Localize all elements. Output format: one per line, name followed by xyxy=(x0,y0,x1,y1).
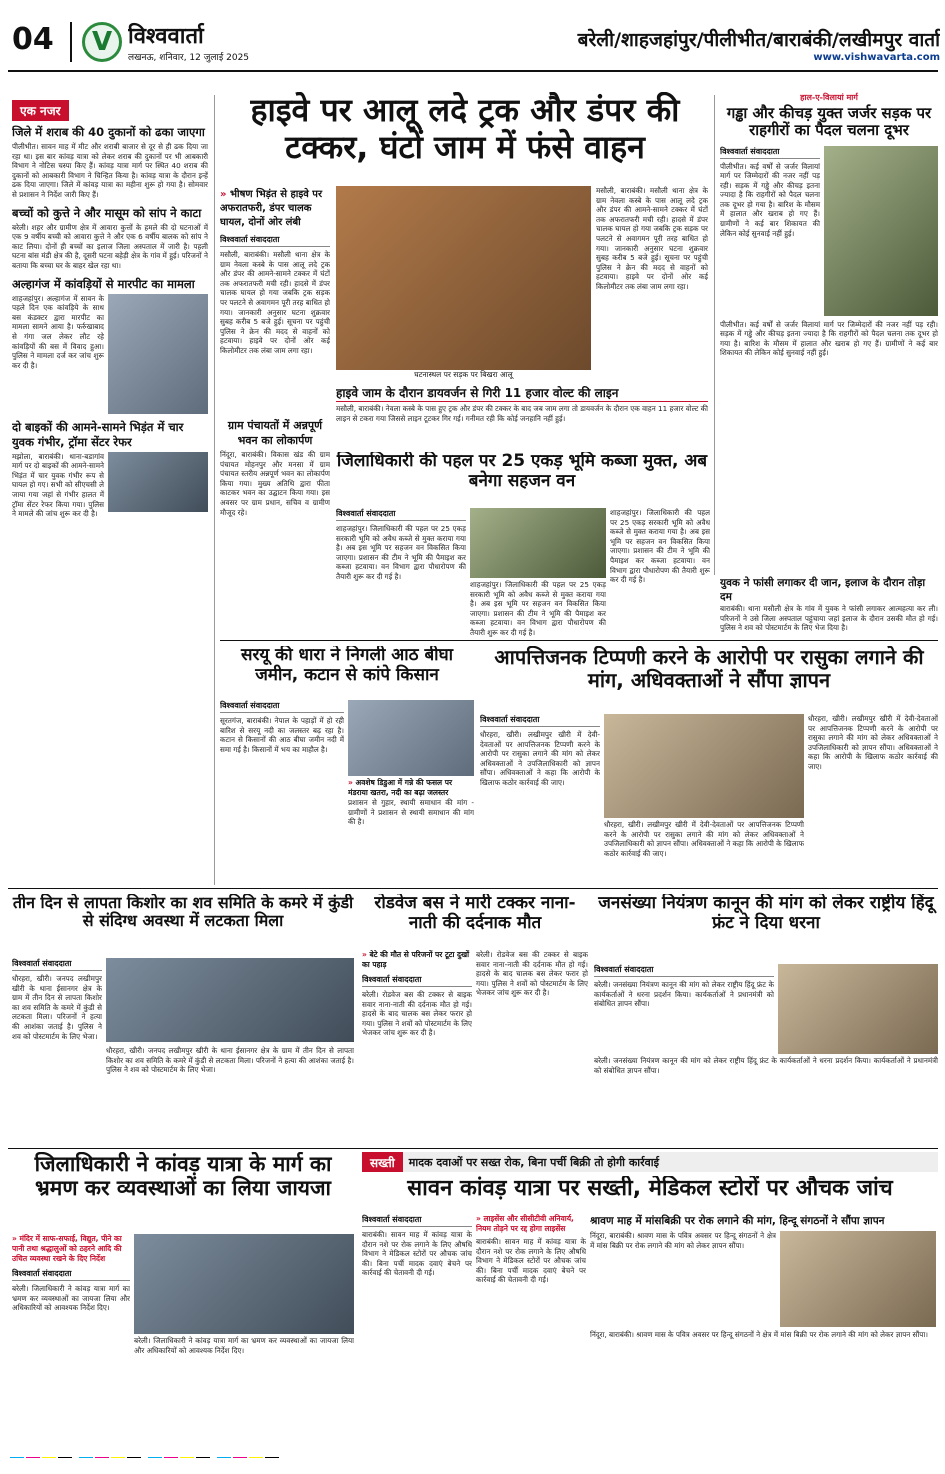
byline: विश्ववार्ता संवाददाता xyxy=(220,234,330,247)
masthead-rule xyxy=(8,70,938,72)
hindu-organization-photo xyxy=(780,1231,936,1327)
story-title: दो बाइकों की आमने-सामने भिड़ंत में चार युवक गंभीर, ट्रॉमा सेंटर रेफर xyxy=(12,419,184,449)
gram-body: निंदूरा, बाराबंकी। विकास खंड की ग्राम पंचायत मोहनपुर और मनसा में ग्राम पंचायत स्तरीय अन्नपूर्ण भवन का लोकार्पण किया गया। मुख्य अतिथि द्वारा फीता काटकर भवन का उद्घाटन किया गया। इस अवसर पर ग्राम प्रधान, सचिव व ग्रामीण मौजूद रहे। xyxy=(220,450,330,517)
nsa-body-continued: धौरहरा, खीरी। लखीमपुर खीरी में देवी-देवताओं पर आपत्तिजनक टिप्पणी करने के आरोपी पर रासुका लगाने की मांग को लेकर अधिवक्ताओं ने उपजिलाधिकारी को ज्ञापन सौंपा। अधिवक्ताओं ने कहा कि आरोपी के खिलाफ कठोर कार्रवाई की जाए। xyxy=(604,820,804,858)
dm-body-continued: शाहजहांपुर। जिलाधिकारी की पहल पर 25 एकड़ सरकारी भूमि को अवैध कब्जे से मुक्त कराया गया है। अब इस भूमि पर सहजन वन विकसित किया जाएगा। प्रशासन की टीम ने भूमि की पैमाइश कर कब्जा हटवाया। वन विभाग द्वारा पौधारोपण की तैयारी शुरू कर दी गई है। xyxy=(610,508,710,585)
section-rule xyxy=(8,1148,938,1149)
side-body-continued: पीलीभीत। कई वर्षों से जर्जर विलायां मार्ग पर जिम्मेदारों की नजर नहीं पड़ रही। सड़क में गड्ढे और कीचड़ इतना ज्यादा है कि राहगीरों को पैदल चलना तक दूभर हो गया है। बारिश के मौसम में हालात और खराब हो गए हैं। ग्रामीणों ने कई बार शिकायत की लेकिन कोई सुनवाई नहीं हुई। xyxy=(720,319,938,358)
janasankhya-headline: जनसंख्या नियंत्रण कानून की मांग को लेकर राष्ट्रीय हिंदू फ्रंट ने दिया धरना xyxy=(598,894,934,933)
police-crowd-photo xyxy=(106,958,354,1042)
dm-body-continued: शाहजहांपुर। जिलाधिकारी की पहल पर 25 एकड़ सरकारी भूमि को अवैध कब्जे से मुक्त कराया गया है। अब इस भूमि पर सहजन वन विकसित किया जाएगा। प्रशासन की टीम ने भूमि की पैमाइश कर कब्जा हटवाया। वन विभाग द्वारा पौधारोपण की तैयारी शुरू कर दी गई है। xyxy=(470,580,606,637)
kishor-body-continued: धौरहरा, खीरी। जनपद लखीमपुर खीरी के थाना ईसानगर क्षेत्र के ग्राम में तीन दिन से लापता किशोर का शव समिति के कमरे में कुंडी से लटकता मिला। परिजनों ने हत्या की आशंका जताई है। पुलिस ने शव को पोस्टमार्टम के लिए भेजा। xyxy=(106,1046,354,1075)
page-number: 04 xyxy=(12,22,54,57)
saryu-headline: सरयू की धारा ने निगली आठ बीघा जमीन, कटान से कांपे किसान xyxy=(240,646,454,685)
lawyers-memorandum-photo xyxy=(604,714,804,818)
muddy-road-photo xyxy=(824,146,938,316)
plantation-photo xyxy=(470,508,606,578)
side-body: पीलीभीत। कई वर्षों से जर्जर विलायां मार्ग पर जिम्मेदारों की नजर नहीं पड़ रही। सड़क में गड्ढे और कीचड़ इतना ज्यादा है कि राहगीरों को पैदल चलना तक दूभर हो गया है। बारिश के मौसम में हालात और खराब हो गए हैं। ग्रामीणों ने कई बार शिकायत की लेकिन कोई सुनवाई नहीं हुई। xyxy=(720,161,820,238)
kanwar-photo xyxy=(108,294,208,414)
story-title: युवक ने फांसी लगाकर दी जान, इलाज के दौरान तोड़ा दम xyxy=(720,577,926,603)
paper-name: विश्ववार्ता xyxy=(128,24,204,49)
story-body: बाराबंकी। थाना मसौली क्षेत्र के गांव में युवक ने फांसी लगाकर आत्महत्या कर ली। परिजनों ने उसे जिला अस्पताल पहुंचाया जहां इलाज के दौरान उसकी मौत हो गई। पुलिस ने शव को पोस्टमार्टम के लिए भेज दिया है। xyxy=(720,604,938,633)
side-headline: गड्ढा और कीचड़ युक्त जर्जर सड़क पर राहगीरों का पैदल चलना दूभर xyxy=(726,104,932,140)
print-color-bar xyxy=(10,1448,935,1458)
byline: विश्ववार्ता संवाददाता xyxy=(220,700,344,713)
sakhti-strip xyxy=(362,1152,938,1172)
roadways-deck: » बेटे की मौत से परिजनों पर टूटा दुखों का पहाड़ xyxy=(362,950,470,969)
roadways-headline: रोडवेज बस ने मारी टक्कर नाना-नाती की दर्दनाक मौत xyxy=(374,894,576,933)
story-title: जिले में शराब की 40 दुकानों को ढका जाएगा xyxy=(12,125,205,139)
sakhti-sub-body-continued: निंदूरा, बाराबंकी। श्रावण मास के पवित्र अवसर पर हिन्दू संगठनों ने क्षेत्र में मांस बिक्री पर रोक लगाने की मांग को लेकर ज्ञापन सौंपा। xyxy=(590,1330,928,1339)
sakhti-body-continued: बाराबंकी। सावन माह में कांवड़ यात्रा के दौरान नशे पर रोक लगाने के लिए औषधि विभाग ने मेडिकल स्टोरों पर औचक जांच की। बिना पर्ची मादक दवाएं बेचने पर कार्रवाई की चेतावनी दी गई। xyxy=(476,1237,586,1285)
kanwar-dm-deck: » मंदिर में साफ-सफाई, विद्युत, पीने का पानी तथा श्रद्धालुओं को ठहरने आदि की उचित व्यवस्था रखने के दिए निर्देश xyxy=(12,1234,122,1263)
sakhti-kicker: सख्ती xyxy=(362,1152,403,1172)
gram-headline: ग्राम पंचायतों में अन्नपूर्ण भवन का लोकार्पण xyxy=(227,419,323,447)
lead-headline: हाइवे पर आलू लदे ट्रक और डंपर की टक्कर, घंटों जाम में फंसे वाहन xyxy=(250,92,680,166)
story-body: बरेली। शहर और ग्रामीण क्षेत्र में आवारा कुत्तों के हमले की दो घटनाओं में एक 9 वर्षीय बच्ची को आवारा कुत्ते ने और एक 6 वर्षीय बालक को सांप ने काट लिया। दोनों ही बच्चों का इलाज जिला अस्पताल में जारी है। पहली घटना बांस मंडी क्षेत्र की है, दूसरी घटना बहेड़ी क्षेत्र के गांव में हुई। परिजनों ने बताया कि बच्चा घर के बाहर खेल रहा था। xyxy=(12,222,208,270)
kanwar-dm-body-continued: बरेली। जिलाधिकारी ने कांवड़ यात्रा मार्ग का भ्रमण कर व्यवस्थाओं का जायजा लिया और अधिकारियों को आवश्यक निर्देश दिए। xyxy=(134,1336,354,1355)
byline: विश्ववार्ता संवाददाता xyxy=(362,1214,472,1227)
story-body: मझोला, बाराबंकी। थाना-बडागांव मार्ग पर दो बाइकों की आमने-सामने भिड़ंत में चार युवक गंभीर रूप से घायल हो गए। सभी को सीएचसी ले जाया गया जहां से गंभीर हालत में ट्रॉमा सेंटर रेफर किया गया। पुलिस ने मामले की जांच शुरू कर दी है। xyxy=(12,451,104,519)
sub-headline: हाइवे जाम के दौरान डायवर्जन से गिरी 11 हजार वोल्ट की लाइन xyxy=(336,384,708,402)
section-rule xyxy=(220,640,938,641)
kanwar-dm-deck-text: मंदिर में साफ-सफाई, विद्युत, पीने का पानी तथा श्रद्धालुओं को ठहरने आदि की उचित व्यवस्था रखने के दिए निर्देश xyxy=(12,1234,122,1263)
roadways-deck-text: बेटे की मौत से परिजनों पर टूटा दुखों का पहाड़ xyxy=(362,950,470,969)
sakhti-body: बाराबंकी। सावन माह में कांवड़ यात्रा के दौरान नशे पर रोक लगाने के लिए औषधि विभाग ने मेडिकल स्टोरों पर औचक जांच की। बिना पर्ची मादक दवाएं बेचने पर कार्रवाई की चेतावनी दी गई। xyxy=(362,1230,472,1278)
roadways-body-continued: बरेली। रोडवेज बस की टक्कर से बाइक सवार नाना-नाती की दर्दनाक मौत हो गई। हादसे के बाद चालक बस लेकर फरार हो गया। पुलिस ने शवों को पोस्टमार्टम के लिए भेजकर जांच शुरू कर दी है। xyxy=(476,950,588,998)
byline: विश्ववार्ता संवाददाता xyxy=(480,714,600,727)
dm-body: शाहजहांपुर। जिलाधिकारी की पहल पर 25 एकड़ सरकारी भूमि को अवैध कब्जे से मुक्त कराया गया है। अब इस भूमि पर सहजन वन विकसित किया जाएगा। प्रशासन की टीम ने भूमि की पैमाइश कर कब्जा हटवाया। वन विभाग द्वारा पौधारोपण की तैयारी शुरू कर दी गई है। xyxy=(336,524,466,581)
photo-caption: घटनास्थल पर सड़क पर बिखरा आलू xyxy=(414,370,513,379)
sakhti-sub-body: निंदूरा, बाराबंकी। श्रावण मास के पवित्र अवसर पर हिन्दू संगठनों ने क्षेत्र में मांस बिक्री पर रोक लगाने की मांग को लेकर ज्ञापन सौंपा। xyxy=(590,1231,776,1250)
photo-caption-text: अवशेष डिडुआ में गन्ने की फसल पर मंडराया खतरा, नदी का बढ़ा जलस्तर xyxy=(348,778,453,797)
dm-inspection-photo xyxy=(134,1234,354,1334)
story-body: पीलीभीत। सावन माह में मीट और शराबी बाजार से दूर से ही ढक दिया जा रहा था। इस बार कांवड़ यात्रा को लेकर शराब की दुकानों पर भी आबकारी विभाग ने नोटिस चस्पा किए हैं। कांवड़ यात्रा मार्ग पर स्थित 40 शराब की दुकानों को आबकारी विभाग ने चिन्हित किया है। कांवड़ यात्रा के दौरान इन्हें ढक दिया जाएगा। जिले में कांवड़ यात्रा का महीना शुरू हो गया है। सोमवार से प्रशासन ने निर्देश जारी किए हैं। xyxy=(12,142,208,199)
roadways-body: बरेली। रोडवेज बस की टक्कर से बाइक सवार नाना-नाती की दर्दनाक मौत हो गई। हादसे के बाद चालक बस लेकर फरार हो गया। पुलिस ने शवों को पोस्टमार्टम के लिए भेजकर जांच शुरू कर दी है। xyxy=(362,990,472,1038)
janasankhya-body-continued: बरेली। जनसंख्या नियंत्रण कानून की मांग को लेकर राष्ट्रीय हिंदू फ्रंट के कार्यकर्ताओं ने धरना प्रदर्शन किया। कार्यकर्ताओं ने प्रधानमंत्री को संबोधित ज्ञापन सौंपा। xyxy=(594,1056,938,1075)
kanwar-dm-headline: जिलाधिकारी ने कांवड़ यात्रा के मार्ग का भ्रमण कर व्यवस्थाओं का लिया जायजा xyxy=(34,1152,332,1201)
masthead-divider xyxy=(70,22,72,62)
sakhti-tagline: मादक दवाओं पर सख्त रोक, बिना पर्ची बिक्री तो होगी कार्रवाई xyxy=(408,1155,660,1169)
brand-logo-icon xyxy=(82,22,122,62)
story-title: बच्चों को कुत्ते ने और मासूम को सांप ने काटा xyxy=(12,205,202,220)
sakhti-deck-text: लाइसेंस और सीसीटीवी अनिवार्य, नियम तोड़ने पर रद्द होगा लाइसेंस xyxy=(476,1214,574,1233)
byline: विश्ववार्ता संवाददाता xyxy=(362,974,472,987)
janasankhya-body: बरेली। जनसंख्या नियंत्रण कानून की मांग को लेकर राष्ट्रीय हिंदू फ्रंट के कार्यकर्ताओं ने धरना प्रदर्शन किया। कार्यकर्ताओं ने प्रधानमंत्री को संबोधित ज्ञापन सौंपा। xyxy=(594,980,774,1009)
lead-body-continued: मसौली, बाराबंकी। मसौली थाना क्षेत्र के ग्राम नेवला कस्बे के पास आलू लदे ट्रक और डंपर की आमने-सामने टक्कर में घंटों तक अफरातफरी मची रही। हादसे में डंपर चालक घायल हो गया जबकि ट्रक सड़क पर पलटने से अवागमन पूरी तरह बाधित हो गया। जानकारी अनुसार घटना शुक्रवार सुबह करीब 5 बजे हुई। सूचना पर पहुंची पुलिस ने क्रेन की मदद से वाहनों को हटवाया। हाइवे पर दोनों ओर कई किलोमीटर तक लंबा जाम लगा रहा। xyxy=(596,186,708,291)
nsa-body: धौरहरा, खीरी। लखीमपुर खीरी में देवी-देवताओं पर आपत्तिजनक टिप्पणी करने के आरोपी पर रासुका लगाने की मांग को लेकर अधिवक्ताओं ने उपजिलाधिकारी को ज्ञापन सौंपा। अधिवक्ताओं ने कहा कि आरोपी के खिलाफ कठोर कार्रवाई की जाए। xyxy=(480,730,600,787)
kishor-body: धौरहरा, खीरी। जनपद लखीमपुर खीरी के थाना ईसानगर क्षेत्र के ग्राम में तीन दिन से लापता किशोर का शव समिति के कमरे में कुंडी से लटकता मिला। परिजनों ने हत्या की आशंका जताई है। पुलिस ने शव को पोस्टमार्टम के लिए भेजा। xyxy=(12,974,102,1041)
nsa-headline: आपत्तिजनक टिप्पणी करने के आरोपी पर रासुका लगाने की मांग, अधिवक्ताओं ने सौंपा ज्ञापन xyxy=(494,646,924,692)
website-link[interactable]: www.vishwavarta.com xyxy=(813,52,940,63)
kanwar-dm-body: बरेली। जिलाधिकारी ने कांवड़ यात्रा मार्ग का भ्रमण कर व्यवस्थाओं का जायजा लिया और अधिकारियों को आवश्यक निर्देश दिए। xyxy=(12,1284,130,1313)
saryu-body: सूरतगंज, बाराबंकी। नेपाल के पहाड़ों में हो रही बारिश से सरयू नदी का जलस्तर बढ़ रहा है। कटान से किसानों की आठ बीघा जमीन नदी में समा गई है। किसानों में भय का माहौल है। xyxy=(220,716,344,754)
sakhti-deck: » लाइसेंस और सीसीटीवी अनिवार्य, नियम तोड़ने पर रद्द होगा लाइसेंस xyxy=(476,1214,574,1233)
dateline: लखनऊ, शनिवार, 12 जुलाई 2025 xyxy=(128,53,250,63)
sakhti-sub-headline: श्रावण माह में मांसबिक्री पर रोक लगाने की मांग, हिन्दू संगठनों ने सौंपा ज्ञापन xyxy=(590,1215,885,1227)
byline: विश्ववार्ता संवाददाता xyxy=(720,146,820,159)
photo-caption: » अवशेष डिडुआ में गन्ने की फसल पर मंडराया खतरा, नदी का बढ़ा जलस्तर xyxy=(348,778,453,797)
byline: विश्ववार्ता संवाददाता xyxy=(12,1268,130,1281)
nsa-body-continued: धौरहरा, खीरी। लखीमपुर खीरी में देवी-देवताओं पर आपत्तिजनक टिप्पणी करने के आरोपी पर रासुका लगाने की मांग को लेकर अधिवक्ताओं ने उपजिलाधिकारी को ज्ञापन सौंपा। अधिवक्ताओं ने कहा कि आरोपी के खिलाफ कठोर कार्रवाई की जाए। xyxy=(808,714,938,771)
side-kicker: हाल-ए-विलायां मार्ग xyxy=(800,93,858,102)
story-title: अल्हागंज में कांवड़ियों से मारपीट का मामला xyxy=(12,276,195,291)
ek-nazar-kicker: एक नजर xyxy=(12,100,69,121)
saryu-sub-body: प्रशासन से गुहार, स्थायी समाधान की मांग - ग्रामीणों ने प्रशासन से स्थायी समाधान की मांग की है। xyxy=(348,798,474,827)
bike-accident-photo xyxy=(108,452,208,512)
protest-photo xyxy=(778,964,938,1054)
column-rule xyxy=(214,95,215,885)
river-photo xyxy=(348,700,474,776)
byline: विश्ववार्ता संवाददाता xyxy=(12,958,102,971)
byline: विश्ववार्ता संवाददाता xyxy=(594,964,774,977)
dm-headline: जिलाधिकारी की पहल पर 25 एकड़ भूमि कब्जा मुक्त, अब बनेगा सहजन वन xyxy=(336,452,708,491)
kishor-headline: तीन दिन से लापता किशोर का शव समिति के कमरे में कुंडी से संदिग्ध अवस्था में लटकता मिला xyxy=(12,894,354,931)
edition-title: बरेली/शाहजहांपुर/पीलीभीत/बाराबंकी/लखीमपुर वार्ता xyxy=(577,29,940,51)
logo-letter: V xyxy=(91,27,113,57)
story-body: शाहजहांपुर। अल्हागंज में सावन के पहले दिन एक कांवड़िये के साथ बस कंडक्टर द्वारा मारपीट का मामला सामने आया है। फर्रुखाबाद से गंगा जल लेकर लौट रहे कांवड़ियों की बस में विवाद हुआ। पुलिस ने मामला दर्ज कर जांच शुरू कर दी है। xyxy=(12,293,104,370)
potato-truck-photo xyxy=(336,186,591,370)
byline: विश्ववार्ता संवाददाता xyxy=(336,508,466,521)
sub-body: मसौली, बाराबंकी। नेवला कस्बे के पास हुए ट्रक और डंपर की टक्कर के बाद जब जाम लगा तो डायवर्जन के दौरान एक वाहन 11 हजार वोल्ट की लाइन से टकरा गया जिससे लाइन टूटकर गिर गई। गनीमत रही कि कोई जनहानि नहीं हुई। xyxy=(336,404,708,423)
lead-deck: » भीषण भिड़ंत से हाइवे पर अफरातफरी, डंपर चालक घायल, दोनों ओर लंबी xyxy=(220,189,323,228)
lead-deck-text: भीषण भिड़ंत से हाइवे पर अफरातफरी, डंपर चालक घायल, दोनों ओर लंबी xyxy=(220,189,323,228)
column-rule xyxy=(714,95,715,575)
sakhti-headline: सावन कांवड़ यात्रा पर सख्ती, मेडिकल स्टोरों पर औचक जांच xyxy=(407,1176,893,1201)
lead-body: मसौली, बाराबंकी। मसौली थाना क्षेत्र के ग्राम नेवला कस्बे के पास आलू लदे ट्रक और डंपर की आमने-सामने टक्कर में घंटों तक अफरातफरी मची रही। हादसे में डंपर चालक घायल हो गया जबकि ट्रक सड़क पर पलटने से अवागमन पूरी तरह बाधित हो गया। जानकारी अनुसार घटना शुक्रवार सुबह करीब 5 बजे हुई। सूचना पर पहुंची पुलिस ने क्रेन की मदद से वाहनों को हटवाया। हाइवे पर दोनों ओर कई किलोमीटर तक लंबा जाम लगा रहा। xyxy=(220,250,330,355)
section-rule xyxy=(8,888,938,889)
